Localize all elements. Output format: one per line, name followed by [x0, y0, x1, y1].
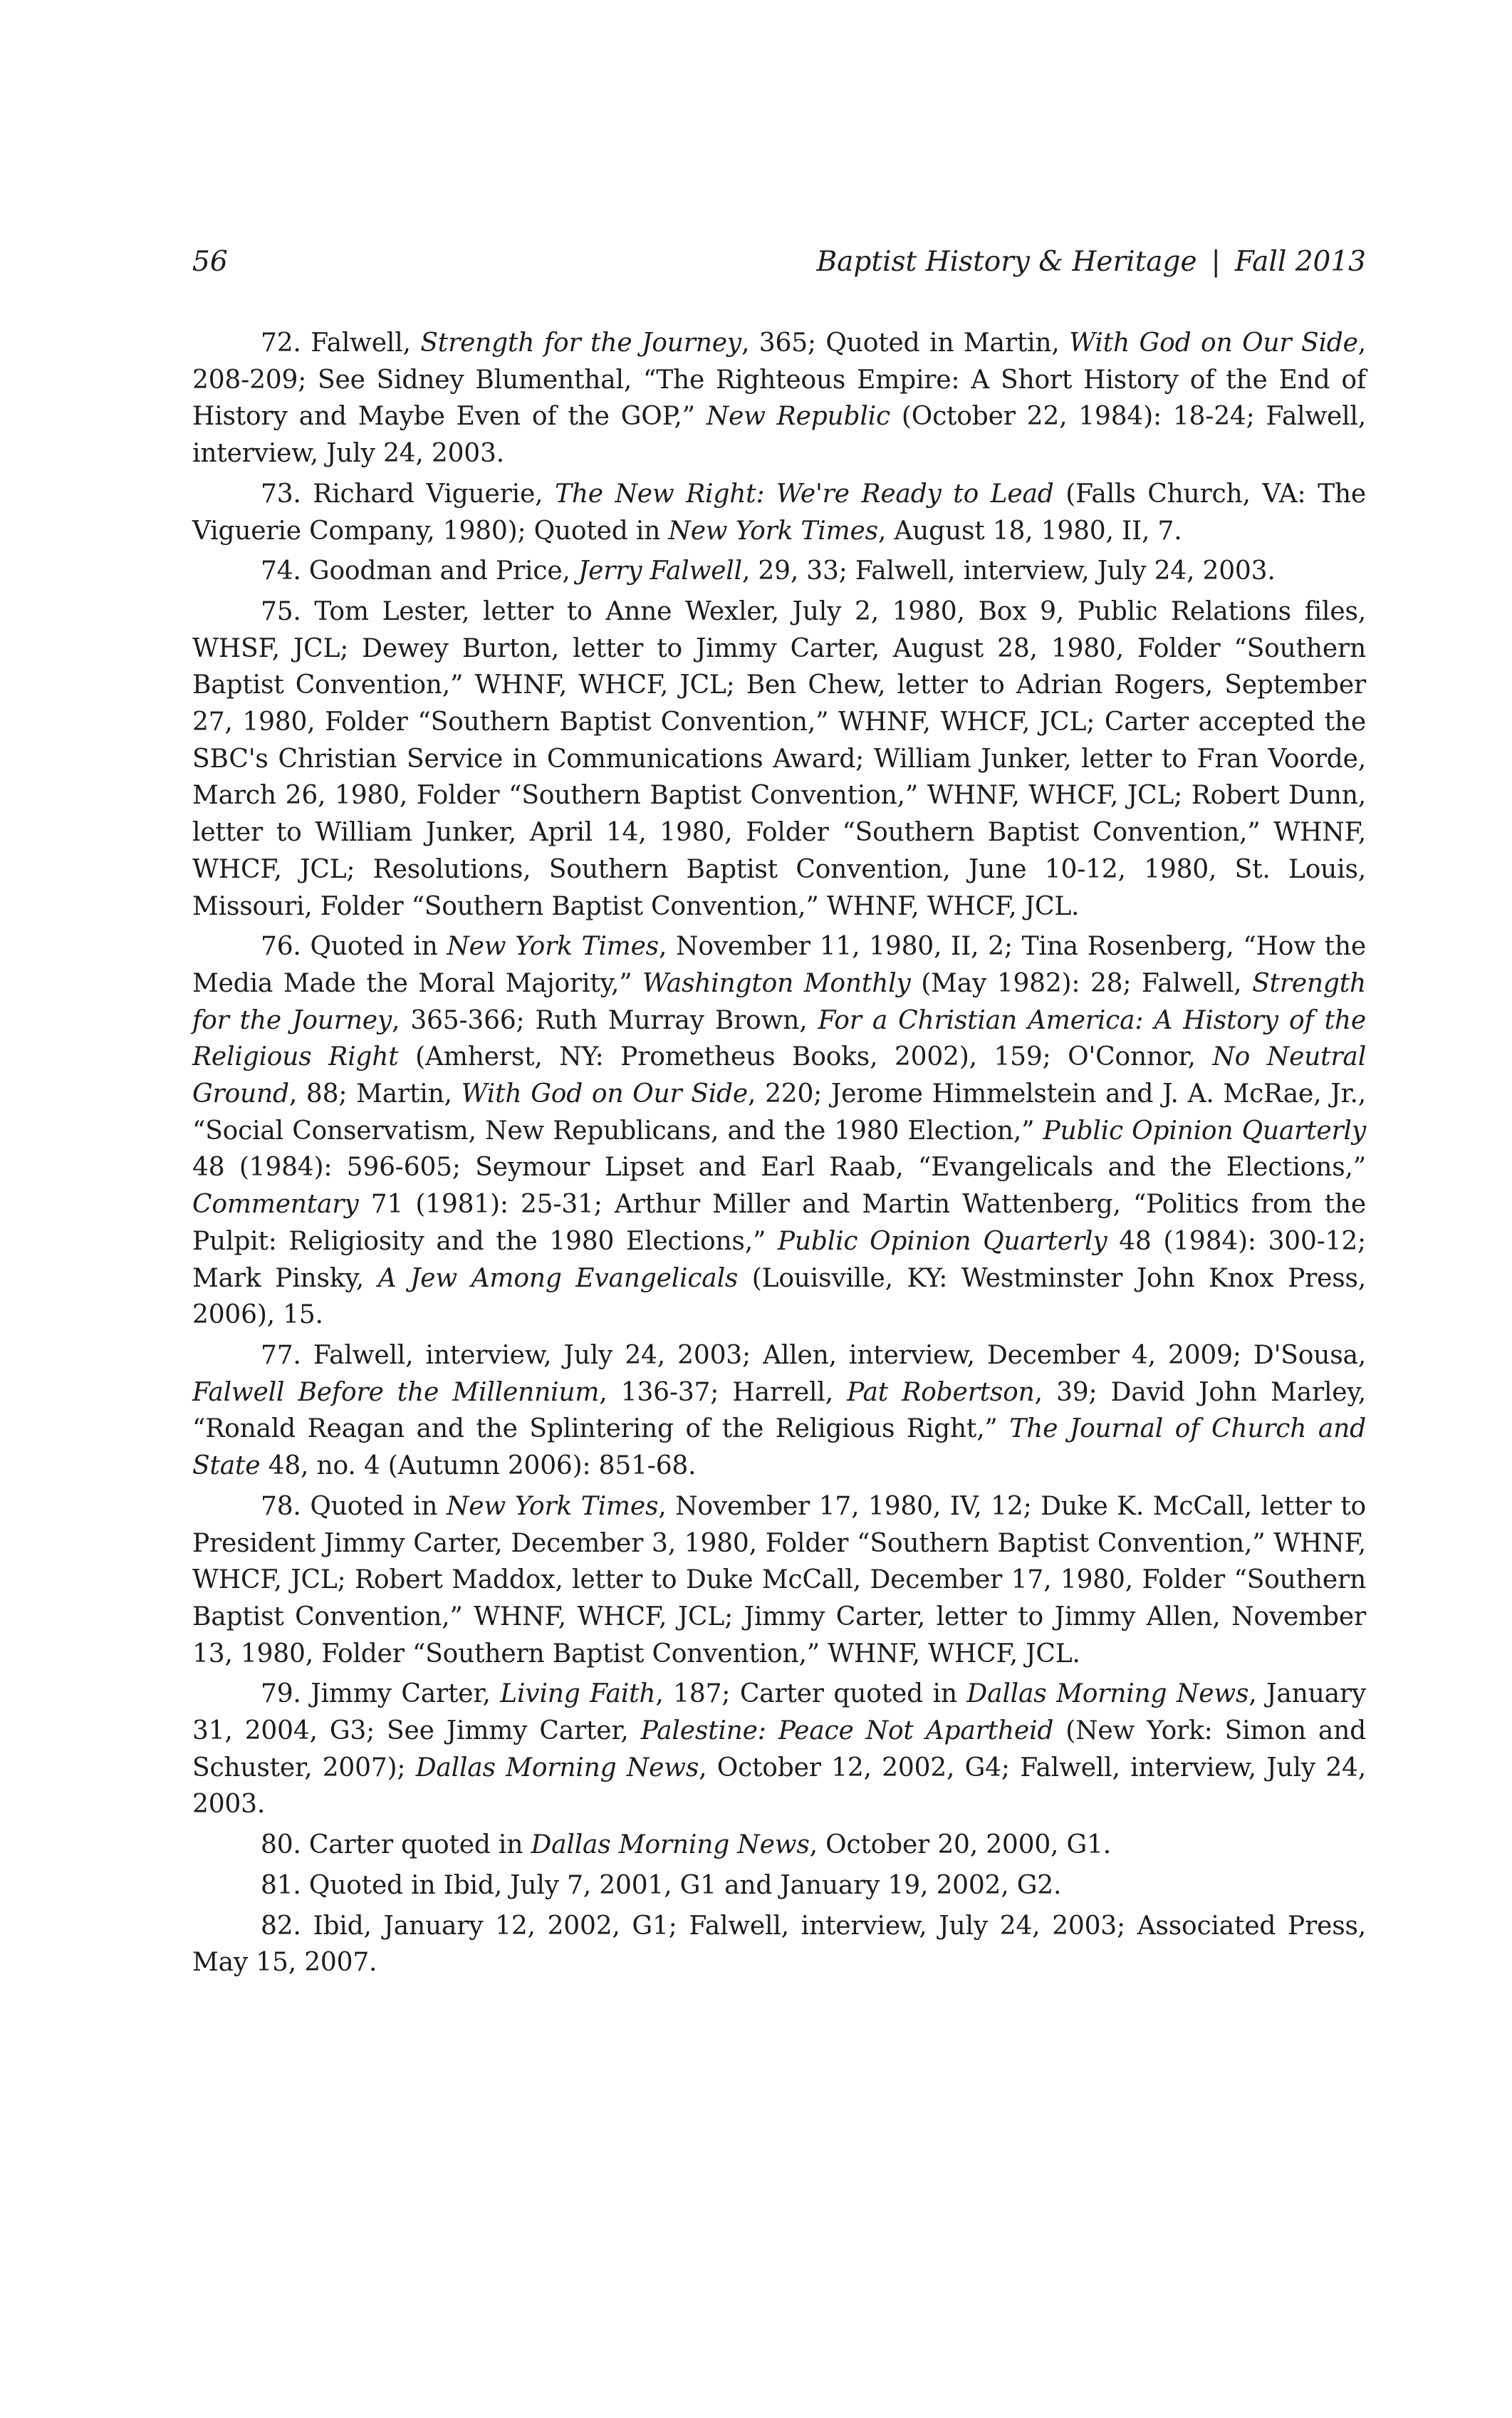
endnote-italic-title: New Republic — [706, 402, 890, 432]
endnote-text: , October 20, 2000, G1. — [809, 1830, 1112, 1860]
endnote-text: Quoted in — [301, 1491, 447, 1521]
endnote — [192, 928, 1366, 1334]
endnote-italic-title: Dallas Morning News — [415, 1753, 699, 1783]
endnote-number: 72. — [261, 328, 301, 358]
endnote-italic-title: New York Times — [447, 932, 659, 962]
endnote-italic-title: No Neutral Ground — [192, 1042, 1367, 1109]
endnote-text: , 220; Jerome Himmelstein and J. A. McRae, Jr., “Social Conservatism, New Republicans, and the 1980 Election,” — [192, 1079, 1366, 1146]
endnote-text: , 365; Quoted in Martin, — [741, 328, 1070, 358]
journal-info — [816, 241, 1366, 284]
endnote-text: Jimmy Carter, — [301, 1679, 501, 1709]
endnote-text: Richard Viguerie, — [301, 479, 555, 509]
endnote-text: , 187; Carter quoted in — [655, 1679, 967, 1709]
endnote-italic-title: New York Times — [668, 516, 878, 546]
endnote — [192, 1867, 1366, 1904]
endnote-text: (Amherst, NY: Prometheus Books, 2002), 159; O'Connor, — [398, 1042, 1213, 1072]
journal-title: Baptist History & Heritage — [816, 246, 1197, 278]
endnote-italic-title: Falwell Before the Millennium — [192, 1377, 600, 1407]
endnote-number: 80. — [261, 1830, 301, 1860]
endnote-text: , 208-209; See Sidney Blumenthal, “The Righteous Empire: A Short History of the End of History and Maybe Even of the GOP,” — [192, 328, 1366, 432]
endnote-number: 74. — [261, 556, 301, 586]
endnote-italic-title: The New Right: We're Ready to Lead — [554, 479, 1054, 509]
endnote-text: , 136-37; Harrell, — [599, 1377, 848, 1407]
endnote-italic-title: With God on Our Side — [461, 1079, 749, 1109]
endnote-italic-title: Living Faith — [500, 1679, 656, 1709]
endnote-italic-title: Public Opinion Quarterly — [1043, 1116, 1366, 1146]
endnote-number: 81. — [261, 1870, 301, 1900]
endnote — [192, 553, 1366, 590]
endnote-text: (Louisville, KY: Westminster John Knox Press, 2006), 15. — [192, 1263, 1366, 1330]
running-header — [192, 241, 1366, 284]
header-separator: | — [1211, 246, 1221, 278]
endnote-italic-title: With God on Our Side — [1069, 328, 1358, 358]
endnote-text: Carter quoted in — [301, 1830, 531, 1860]
endnote-text: , November 17, 1980, IV, 12; Duke K. McCall, letter to President Jimmy Carter, December 3, 1980, Folder “Southern Baptist Convention,” WHNF, WHCF, JCL; Robert Maddox, letter to Duke McCall, December 17, 1980, Folder “Southern Baptist Convention,” WHNF, WHCF, JCL; Jimmy Carter, letter to Jimmy Allen, November 13, 1980, Folder “Southern Baptist Convention,” WHNF, WHCF, JCL. — [192, 1491, 1366, 1669]
endnote-number: 79. — [261, 1679, 301, 1709]
endnote — [192, 325, 1366, 472]
endnote-text: Quoted in Ibid, July 7, 2001, G1 and January 19, 2002, G2. — [301, 1870, 1062, 1900]
endnote-text: (New York: Simon and Schuster, 2007); — [192, 1716, 1366, 1783]
endnote-italic-title: The Journal of Church and State — [192, 1414, 1366, 1481]
endnote-text: Tom Lester, letter to Anne Wexler, July 2, 1980, Box 9, Public Relations files, WHSF, JCL; Dewey Burton, letter to Jimmy Carter, August 28, 1980, Folder “Southern Baptist Convention,” WHNF, WHCF, JCL; Ben Chew, letter to Adrian Rogers, September 27, 1980, Folder “Southern Baptist Convention,” WHNF, WHCF, JCL; Carter accepted the SBC's Christian Service in Communications Award; William Junker, letter to Fran Voorde, March 26, 1980, Folder “Southern Baptist Convention,” WHNF, WHCF, JCL; Robert Dunn, letter to William Junker, April 14, 1980, Folder “Southern Baptist Convention,” WHNF, WHCF, JCL; Resolutions, Southern Baptist Convention, June 10-12, 1980, St. Louis, Missouri, Folder “Southern Baptist Convention,” WHNF, WHCF, JCL. — [192, 596, 1366, 921]
endnote-text: Ibid, January 12, 2002, G1; Falwell, interview, July 24, 2003; Associated Press, May 15, 2007. — [192, 1911, 1366, 1978]
endnote-number: 78. — [261, 1491, 301, 1521]
endnote-italic-title: New York Times — [446, 1491, 659, 1521]
endnote — [192, 593, 1366, 925]
endnote-text: (May 1982): 28; Falwell, — [910, 968, 1253, 998]
endnote — [192, 1676, 1366, 1823]
endnote-italic-title: Dallas Morning News — [531, 1830, 810, 1860]
endnote-number: 75. — [261, 596, 301, 626]
endnote-number: 82. — [261, 1911, 301, 1941]
endnote-italic-title: Washington Monthly — [642, 968, 911, 998]
endnote-italic-title: Strength for the Journey — [420, 328, 741, 358]
endnote-italic-title: Strength for the Journey — [192, 968, 1366, 1035]
endnote-number: 77. — [261, 1340, 301, 1370]
endnote-italic-title: A Jew Among Evangelicals — [377, 1263, 739, 1293]
endnote-number: 76. — [261, 932, 301, 962]
endnote-text: , 39; David John Marley, “Ronald Reagan and the Splintering of the Religious Right,” — [192, 1377, 1366, 1444]
endnote-text: 48 (1984): 300-12; Mark Pinsky, — [192, 1226, 1366, 1293]
endnote-text: (October 22, 1984): 18-24; Falwell, interview, July 24, 2003. — [192, 402, 1366, 469]
page-number: 56 — [192, 246, 228, 278]
endnote-text: Goodman and Price, — [301, 556, 578, 586]
endnote-italic-title: Commentary — [192, 1190, 359, 1220]
endnote-italic-title: Dallas Morning News — [966, 1679, 1249, 1709]
endnote-italic-title: Public Opinion Quarterly — [777, 1226, 1107, 1256]
endnotes-list — [192, 325, 1366, 1985]
endnote-text: , 88; Martin, — [288, 1079, 462, 1109]
endnote — [192, 1337, 1366, 1485]
endnote — [192, 1908, 1366, 1981]
endnote-italic-title: Palestine: Peace Not Apartheid — [640, 1716, 1054, 1746]
issue-label: Fall 2013 — [1234, 246, 1366, 278]
endnote-text: 48, no. 4 (Autumn 2006): 851-68. — [260, 1451, 697, 1481]
endnote-number: 73. — [261, 479, 301, 509]
endnote — [192, 1488, 1366, 1673]
endnote-text: , October 12, 2002, G4; Falwell, interview, July 24, 2003. — [192, 1753, 1366, 1820]
endnote — [192, 476, 1366, 549]
endnote-italic-title: Jerry Falwell — [578, 556, 742, 586]
endnote-text: (Falls Church, VA: The Viguerie Company, 1980); Quoted in — [192, 479, 1366, 546]
endnote — [192, 1827, 1366, 1864]
endnote-italic-title: For a Christian America: A History of the Religious Right — [192, 1005, 1366, 1072]
endnote-italic-title: Pat Robertson — [847, 1377, 1035, 1407]
endnote-text: Quoted in — [301, 932, 447, 962]
endnote-text: , January 31, 2004, G3; See Jimmy Carter, — [192, 1679, 1366, 1746]
endnote-text: , August 18, 1980, II, 7. — [877, 516, 1182, 546]
endnote-text: , 365-366; Ruth Murray Brown, — [392, 1005, 818, 1035]
endnote-text: Falwell, interview, July 24, 2003; Allen, interview, December 4, 2009; D'Sousa, — [301, 1340, 1366, 1370]
endnote-text: 48 (1984): 596-605; Seymour Lipset and Earl Raab, “Evangelicals and the Elections,” — [192, 1153, 1366, 1183]
endnote-text: Falwell, — [301, 328, 421, 358]
endnote-text: 71 (1981): 25-31; Arthur Miller and Martin Wattenberg, “Politics from the Pulpit: Religiosity and the 1980 Elections,” — [192, 1190, 1366, 1256]
endnote-text: , 29, 33; Falwell, interview, July 24, 2003. — [741, 556, 1276, 586]
endnote-text: , November 11, 1980, II, 2; Tina Rosenberg, “How the Media Made the Moral Majority,” — [192, 932, 1366, 998]
